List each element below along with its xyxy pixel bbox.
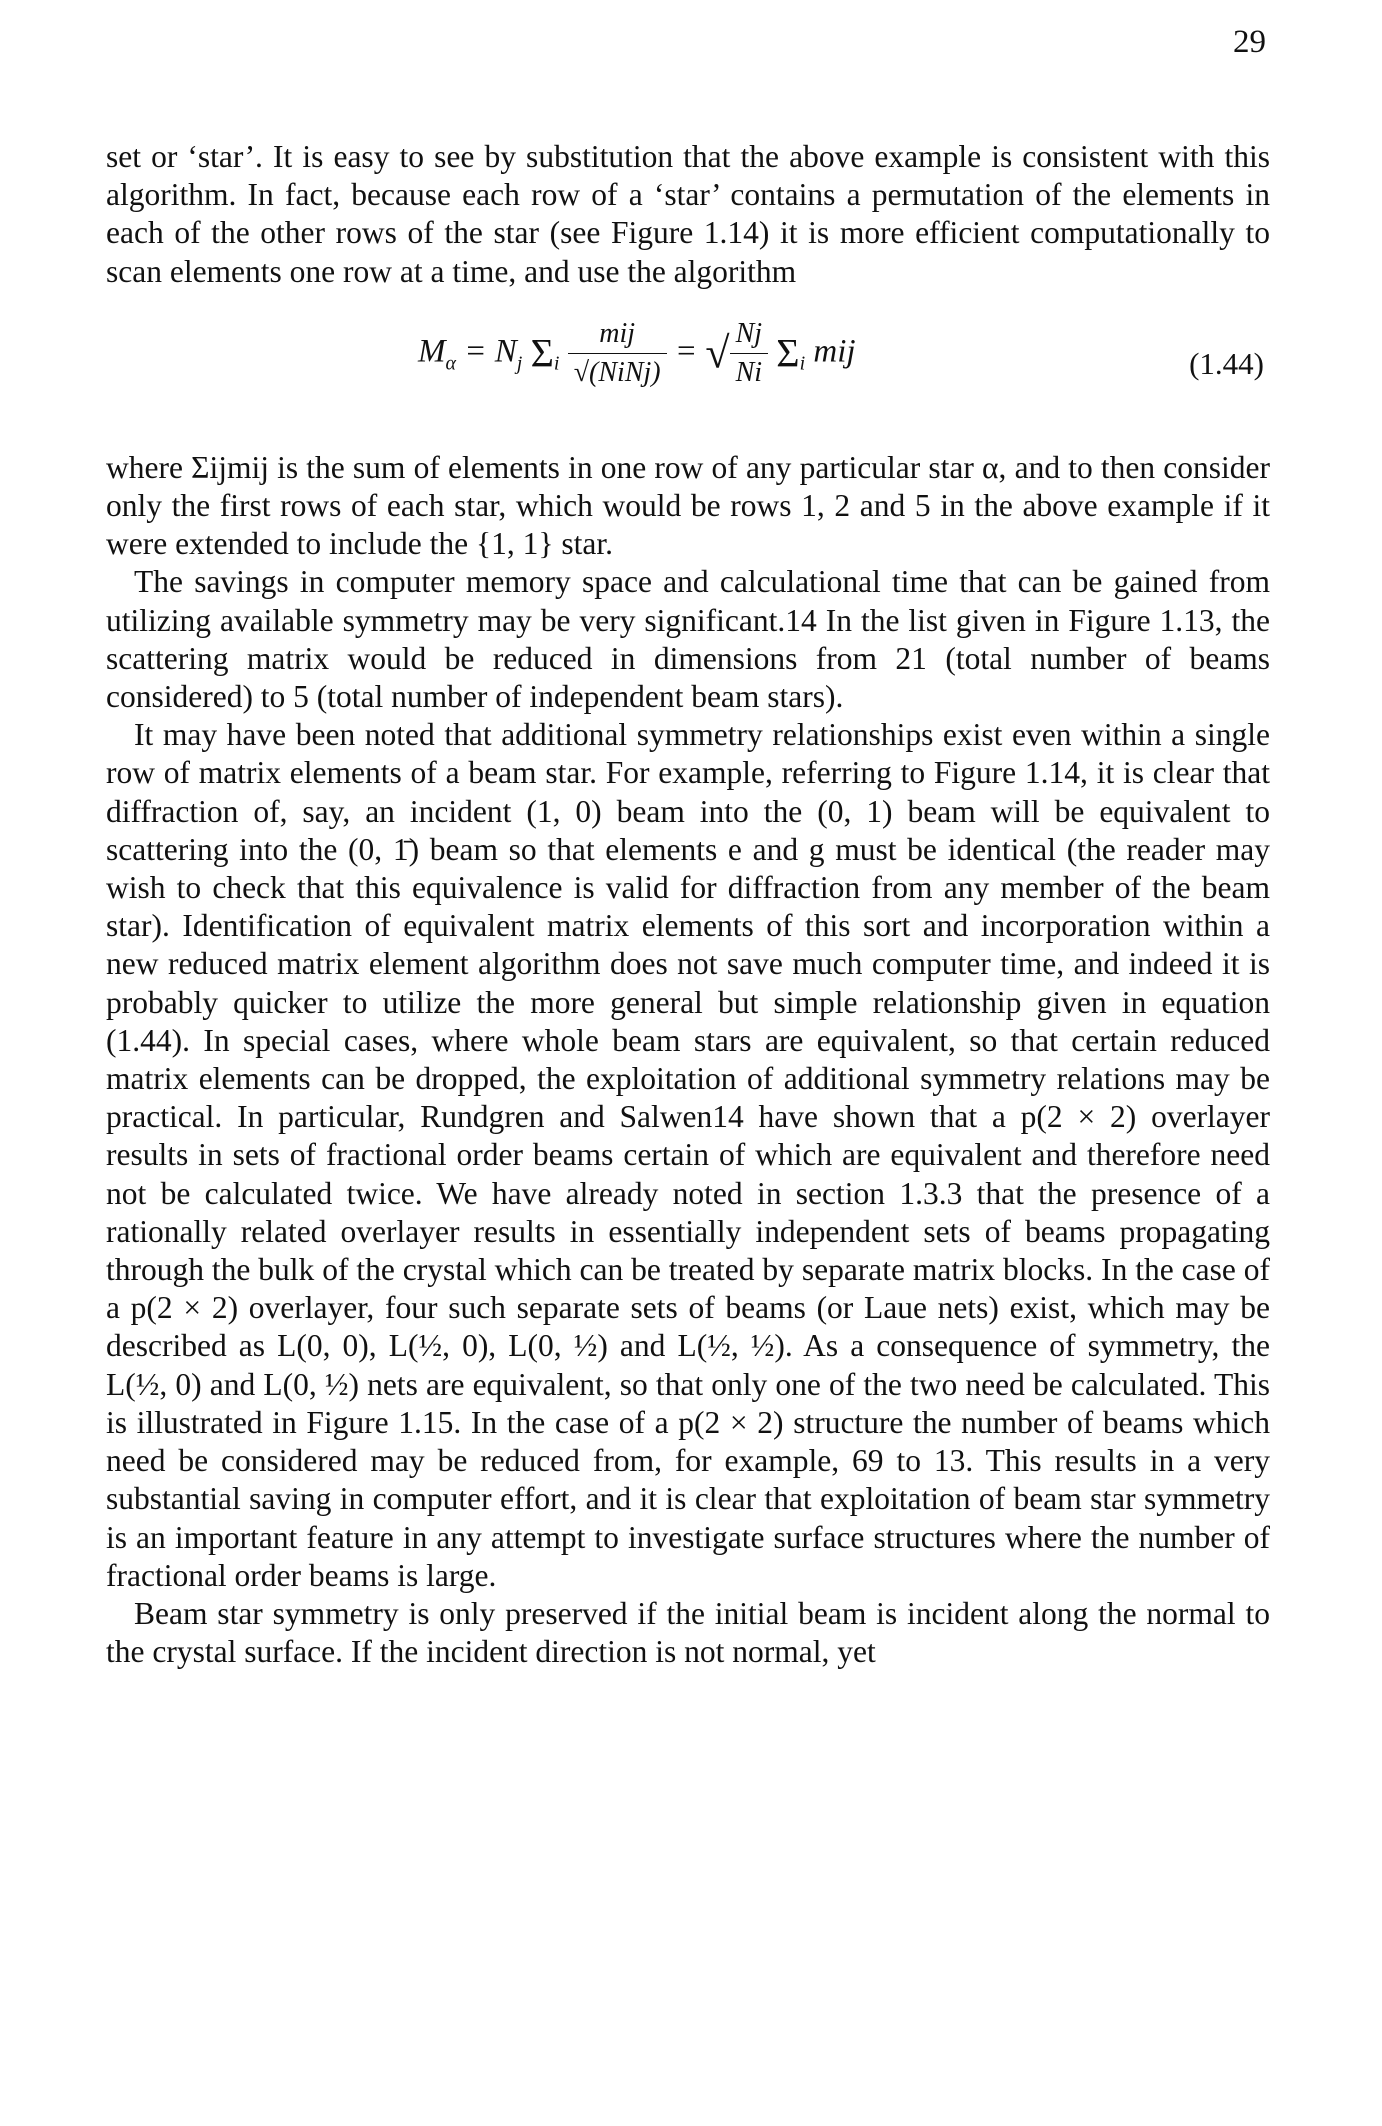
sum-index-2: i (799, 352, 806, 375)
eq-n-sub: j (516, 352, 523, 375)
sum-term: mij (813, 333, 856, 370)
page-number: 29 (1233, 24, 1266, 60)
sum-index-1: i (553, 352, 560, 375)
sqrt-numerator: Nj (730, 315, 768, 354)
equation-number: (1.44) (1189, 345, 1264, 381)
paragraph-2: where Σijmij is the sum of elements in one row of any particular star α, and to then consider only the first rows of each star, which would be rows 1, 2 and 5 in the above example if it were extended to include the {1, 1} star. (106, 449, 1270, 562)
sqrt-symbol: √ (705, 328, 730, 378)
fraction (568, 315, 667, 392)
paragraph-5: Beam star symmetry is only preserved if the initial beam is incident along the normal to the crystal surface. If the incident direction is not normal, yet (106, 1595, 1270, 1670)
fraction-numerator: mij (568, 315, 667, 354)
eq-equals-2: = (674, 333, 698, 370)
paragraph-3: The savings in computer memory space and calculational time that can be gained from utilizing available symmetry may be very significant.14 In the list given in Figure 1.13, the scattering matrix would be reduced in dimensions from 21 (total number of beams considered) to 5 (total number of independent beam stars). (106, 564, 1270, 715)
eq-lhs-sub: α (445, 352, 456, 375)
body-text (106, 138, 1270, 1671)
paragraph-4: It may have been noted that additional symmetry relationships exist even within a single row of matrix elements of a beam star. For example, referring to Figure 1.14, it is clear that diffraction of, say, an incident (1, 0) beam into the (0, 1) beam will be equivalent to scattering into the (0, 1̄) beam so that elements e and g must be identical (the reader may wish to check that this equivalence is valid for diffraction from any member of the beam star). Identification of equivalent matrix elements of this sort and incorporation within a new reduced matrix element algorithm does not save much computer time, and indeed it is probably quicker to utilize the more general but simple relationship given in equation (1.44). In special cases, where whole beam stars are equivalent, so that certain reduced matrix elements can be dropped, the exploitation of additional symmetry relations may be practical. In particular, Rundgren and Salwen14 have shown that a p(2 × 2) overlayer results in sets of fractional order beams certain of which are equivalent and therefore need not be calculated twice. We have already noted in section 1.3.3 that the presence of a rationally related overlayer results in essentially independent sets of beams propagating through the bulk of the crystal which can be treated by separate matrix blocks. In the case of a p(2 × 2) overlayer, four such separate sets of beams (or Laue nets) exist, which may be described as L(0, 0), L(½, 0), L(0, ½) and L(½, ½). As a consequence of symmetry, the L(½, 0) and L(0, ½) nets are equivalent, so that only one of the two need be calculated. This is illustrated in Figure 1.15. In the case of a p(2 × 2) structure the number of beams which need be considered may be reduced from, for example, 69 to 13. This results in a very substantial saving in computer effort, and it is clear that exploitation of beam star symmetry is an important feature in any attempt to investigate surface structures where the number of fractional order beams is large. (106, 717, 1270, 1593)
paragraph-1: set or ‘star’. It is easy to see by substitution that the above example is consistent with this algorithm. In fact, because each row of a ‘star’ contains a permutation of the elements in each of the other rows of the star (see Figure 1.14) it is more efficient computationally to scan elements one row at a time, and use the algorithm (106, 139, 1270, 289)
eq-lhs: M (418, 333, 446, 370)
sum-symbol-1: Σ (530, 330, 554, 376)
sqrt-fraction (730, 315, 768, 392)
sqrt-denominator: Ni (735, 357, 763, 389)
equation-body (418, 315, 856, 392)
sum-symbol-2: Σ (776, 330, 800, 376)
fraction-denominator: √(NiNj) (573, 357, 661, 389)
eq-equals-1: = N (464, 333, 517, 370)
equation-1-44 (106, 293, 1270, 443)
